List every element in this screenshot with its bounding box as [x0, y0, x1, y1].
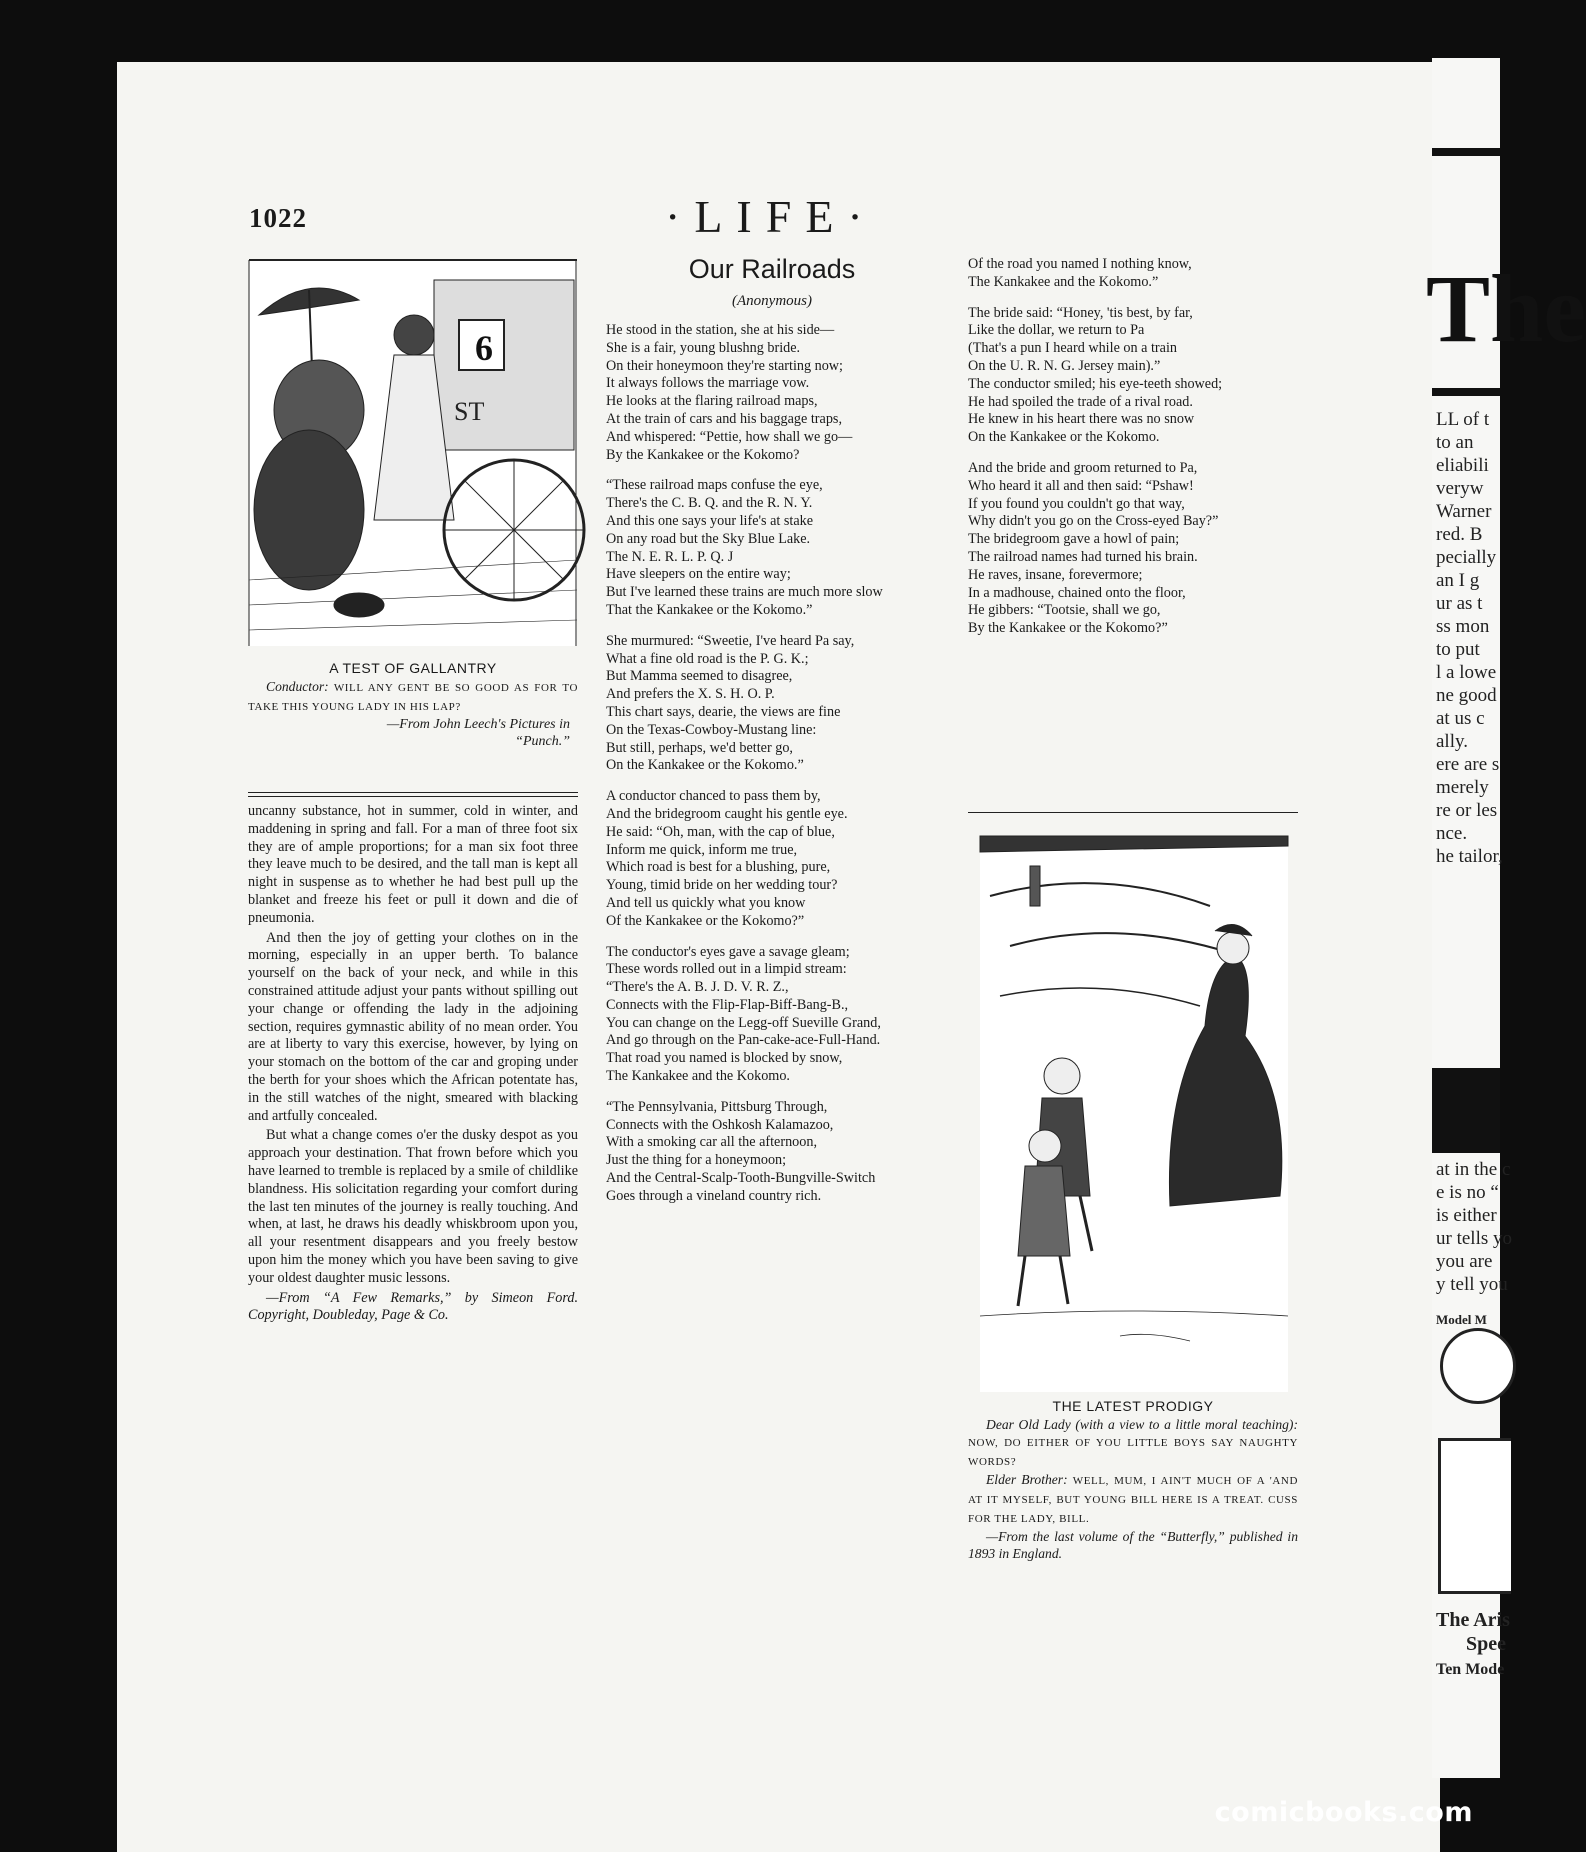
speech-1: NOW, DO EITHER OF YOU LITTLE BOYS SAY NAUGHTY WORDS?: [968, 1436, 1298, 1468]
poem-line: But I've learned these trains are much more slow: [606, 584, 883, 601]
watermark: comicbooks.com: [1214, 1797, 1473, 1828]
essay-paragraph: And then the joy of getting your clothes on in the morning, especially in an upper berth. To balance yourself on the back of your neck, and while in this constrained attitude adjust your pants without spilling out your change or offending the lady in the adjoining section, requires gymnastic ability of no mean order. You are at liberty to vary this exercise, however, by lying on your stomach on the bottom of the car and groping under the berth for your shoes which the African potentate has, in the still watches of the night, smeared with blacking and artfully concealed.: [248, 929, 578, 1124]
poem-stanza: [606, 477, 938, 619]
poem-line: Who heard it all and then said: “Pshaw!: [968, 477, 1194, 494]
poem-line: Just the thing for a honeymoon;: [606, 1152, 787, 1169]
poem-line: If you found you couldn't go that way,: [968, 495, 1185, 512]
ad-text-line: is either: [1436, 1205, 1497, 1226]
essay-paragraph: But what a change comes o'er the dusky despot as you approach your destination. That frown before which you have learned to tremble is replaced by a smile of childlike blandness. His solicitation regarding your comfort during the last ten minutes of the journey is really touching. And when, at last, he draws his deadly whiskbroom upon you, all your resentment disappears and you freely bestow upon him the money which you have been saving to give your oldest daughter music lessons.: [248, 1127, 578, 1286]
column-rule: [968, 812, 1298, 813]
poem-line: And the bridegroom caught his gentle eye.: [606, 805, 848, 822]
gallantry-illustration: [249, 260, 577, 646]
poem-line: “These railroad maps confuse the eye,: [606, 477, 823, 494]
masthead: ·LIFE·: [665, 191, 877, 242]
poem-stanza: [606, 944, 938, 1086]
speedometer-dial-icon: [1440, 1328, 1516, 1404]
ad-text-line: Warner: [1436, 501, 1492, 522]
ad-model-label: Model M: [1436, 1312, 1487, 1327]
ad-text-line: pecially: [1436, 547, 1497, 568]
poem-line: And go through on the Pan-cake-ace-Full-Hand.: [606, 1032, 881, 1049]
poem-line: This chart says, dearie, the views are fine: [606, 703, 841, 720]
poem-line: You can change on the Legg-off Sueville Grand,: [606, 1014, 881, 1031]
gallantry-attribution-1: —From John Leech's Pictures in: [386, 716, 570, 732]
poem-stanza: [606, 788, 938, 930]
poem-line: On any road but the Sky Blue Lake.: [606, 530, 811, 547]
poem-line: The N. E. R. L. P. Q. J: [606, 548, 734, 565]
poem-line: He said: “Oh, man, with the cap of blue,: [606, 823, 835, 840]
poem-line: On the Kankakee or the Kokomo.: [968, 429, 1160, 446]
poem-stanza: [968, 305, 1298, 447]
ad-text-line: l a lowe: [1436, 662, 1497, 683]
column-rule: [248, 792, 578, 797]
poem-line: But still, perhaps, we'd better go,: [606, 739, 793, 756]
car-number: 6: [475, 328, 493, 368]
poem-stanza: [606, 1099, 938, 1206]
poem-line: The Kankakee and the Kokomo.: [606, 1068, 790, 1085]
poem-line: On the U. R. N. G. Jersey main).”: [968, 357, 1161, 374]
poem-line: Of the Kankakee or the Kokomo?”: [606, 912, 805, 929]
poem-byline: (Anonymous): [732, 293, 812, 309]
ad-text-line: at in the c: [1436, 1159, 1511, 1180]
ad-text-line: he tailor,: [1436, 846, 1503, 867]
gallantry-caption: [248, 660, 578, 750]
ad-text-line: ne good: [1436, 685, 1497, 706]
poem-line: He gibbers: “Tootsie, shall we go,: [968, 602, 1161, 619]
poem-line: There's the C. B. Q. and the R. N. Y.: [606, 495, 813, 512]
ad-border-top: [1432, 148, 1500, 156]
ad-text-line: re or les: [1436, 800, 1498, 821]
essay-paragraph: uncanny substance, hot in summer, cold in winter, and maddening in spring and fall. For a man of three foot six they are of ample proportions; for a man six foot three they leave much to be desired, and the tall man is kept all night in suspense as to whether he had best pull up the blanket and freeze his feet or pull it down and die of pneumonia.: [248, 803, 578, 926]
poem-line: And the Central-Scalp-Tooth-Bungville-Switch: [606, 1170, 876, 1187]
poem-line: Young, timid bride on her wedding tour?: [606, 877, 838, 894]
poem-stanza: [606, 633, 938, 775]
ad-text-line: ur tells yo: [1436, 1228, 1512, 1249]
poem-line: Goes through a vineland country rich.: [606, 1187, 822, 1204]
gallantry-attribution-2: “Punch.”: [515, 733, 570, 749]
speech-2: WELL, MUM, I AIN'T MUCH OF A 'AND AT IT MYSELF, BUT YOUNG BILL HERE IS A TREAT. CUSS FOR THE LADY, BILL.: [968, 1474, 1298, 1525]
poem-line: And tell us quickly what you know: [606, 894, 806, 911]
essay-text: [248, 803, 578, 1327]
caption-speech: WILL ANY GENT BE SO GOOD AS FOR TO TAKE THIS YOUNG LADY IN HIS LAP?: [248, 681, 578, 713]
ad-text-line: ere are s: [1436, 754, 1500, 775]
poem-line: The bride said: “Honey, 'tis best, by far,: [968, 304, 1193, 321]
prodigy-caption-body-1: [968, 1416, 1298, 1471]
poem-line: He raves, insane, forevermore;: [968, 566, 1143, 583]
speedometer-body-icon: [1438, 1438, 1511, 1594]
ad-text-line: you are: [1436, 1251, 1493, 1272]
poem-stanza: [968, 256, 1298, 292]
ad-bottom-line-2: Spee: [1466, 1633, 1506, 1655]
prodigy-caption-body-2: [968, 1471, 1298, 1528]
poem-line: Which road is best for a blushing, pure,: [606, 859, 831, 876]
gallantry-caption-title: A TEST OF GALLANTRY: [329, 660, 497, 676]
poem-stanza: [968, 460, 1298, 638]
ad-text-line: veryw: [1436, 478, 1484, 499]
poem-line: On their honeymoon they're starting now;: [606, 357, 843, 374]
ad-text-line: red. B: [1436, 524, 1483, 545]
poem-line: Have sleepers on the entire way;: [606, 566, 791, 583]
ad-headline-fragment: The: [1426, 255, 1586, 362]
essay-source: —From “A Few Remarks,” by Simeon Ford. Copyright, Doubleday, Page & Co.: [248, 1289, 578, 1324]
car-lettering: ST: [454, 397, 485, 426]
poem-line: What a fine old road is the P. G. K.;: [606, 650, 809, 667]
poem-line: The conductor smiled; his eye-teeth showed;: [968, 375, 1223, 392]
poem-line: He stood in the station, she at his side—: [606, 322, 835, 338]
ad-text-line: to put: [1436, 639, 1480, 660]
ad-text-line: ur as t: [1436, 593, 1483, 614]
poem-line: By the Kankakee or the Kokomo?”: [968, 620, 1168, 637]
ad-text-line: to an: [1436, 432, 1474, 453]
poem-line: By the Kankakee or the Kokomo?: [606, 446, 800, 463]
ad-text-line: eliabili: [1436, 455, 1489, 476]
poem-line: And prefers the X. S. H. O. P.: [606, 686, 775, 703]
poem-line: And whispered: “Pettie, how shall we go—: [606, 428, 853, 445]
ad-text-line: merely: [1436, 777, 1489, 798]
poem-line: With a smoking car all the afternoon,: [606, 1134, 817, 1151]
poem-line: The bridegroom gave a howl of pain;: [968, 531, 1180, 548]
poem-line: But Mamma seemed to disagree,: [606, 668, 793, 685]
poem-column-2: [606, 322, 938, 1219]
caption-speaker: Conductor:: [266, 678, 329, 694]
ad-text-line: an I g: [1436, 570, 1480, 591]
adjacent-page-fragment: [1426, 58, 1586, 1778]
poem-line: Like the dollar, we return to Pa: [968, 322, 1145, 339]
poem-line: Why didn't you go on the Cross-eyed Bay?”: [968, 513, 1219, 530]
poem-column-3: [968, 256, 1298, 651]
poem-line: She is a fair, young blushng bride.: [606, 339, 801, 356]
ad-text-line: e is no “: [1436, 1182, 1499, 1203]
poem-line: He looks at the flaring railroad maps,: [606, 393, 818, 410]
poem-line: On the Kankakee or the Kokomo.”: [606, 757, 804, 774]
poem-title: Our Railroads: [688, 254, 856, 284]
prodigy-illustration: [980, 836, 1288, 1392]
ad-text-line: ss mon: [1436, 616, 1490, 637]
prodigy-attribution: —From the last volume of the “Butterfly,” published in 1893 in England.: [968, 1528, 1298, 1561]
poem-line: It always follows the marriage vow.: [606, 375, 810, 392]
poem-line: A conductor chanced to pass them by,: [606, 788, 821, 805]
ad-text-line: ally.: [1436, 731, 1469, 752]
poem-line: And the bride and groom returned to Pa,: [968, 459, 1198, 476]
poem-stanza: [606, 322, 938, 464]
page-number: 1022: [249, 203, 307, 233]
poem-line: These words rolled out in a limpid stream:: [606, 961, 847, 978]
poem-line: The railroad names had turned his brain.: [968, 548, 1198, 565]
poem-line: Of the road you named I nothing know,: [968, 256, 1192, 272]
ad-bottom-line-1: The Aris: [1436, 1609, 1510, 1631]
poem-line: He knew in his heart there was no snow: [968, 411, 1195, 428]
speaker-2: Elder Brother:: [986, 1471, 1068, 1487]
gallantry-caption-body: [248, 678, 578, 716]
speaker-1: Dear Old Lady: [986, 1416, 1071, 1432]
poem-line: At the train of cars and his baggage traps,: [606, 410, 842, 427]
poem-line: That the Kankakee or the Kokomo.”: [606, 601, 813, 618]
poem-line: “The Pennsylvania, Pittsburg Through,: [606, 1098, 828, 1115]
poem-line: “There's the A. B. J. D. V. R. Z.,: [606, 979, 789, 996]
prodigy-caption: [968, 1398, 1298, 1562]
stage-direction: (with a view to a little moral teaching):: [1075, 1416, 1298, 1432]
poem-line: In a madhouse, chained onto the floor,: [968, 584, 1186, 601]
prodigy-caption-title: THE LATEST PRODIGY: [1052, 1398, 1214, 1414]
poem-line: On the Texas-Cowboy-Mustang line:: [606, 721, 817, 738]
poem-line: Connects with the Oshkosh Kalamazoo,: [606, 1116, 834, 1133]
poem-line: The conductor's eyes gave a savage gleam;: [606, 943, 850, 960]
ad-bottom-line-3: Ten Mode: [1436, 1661, 1505, 1678]
poem-line: Connects with the Flip-Flap-Biff-Bang-B.,: [606, 996, 849, 1013]
poem-line: Inform me quick, inform me true,: [606, 841, 798, 858]
poem-line: (That's a pun I heard while on a train: [968, 340, 1177, 357]
poem-line: He had spoiled the trade of a rival road.: [968, 393, 1193, 410]
ad-text-line: nce.: [1436, 823, 1468, 844]
ad-border-mid: [1432, 388, 1500, 396]
poem-line: The Kankakee and the Kokomo.”: [968, 273, 1159, 290]
ad-text-line: at us c: [1436, 708, 1485, 729]
poem-line: And this one says your life's at stake: [606, 512, 814, 529]
ad-text-line: y tell you: [1436, 1274, 1508, 1295]
ad-logo-band: [1432, 1068, 1500, 1153]
poem-line: She murmured: “Sweetie, I've heard Pa say,: [606, 632, 855, 649]
ad-text-line: LL of t: [1436, 409, 1490, 430]
poem-line: That road you named is blocked by snow,: [606, 1050, 843, 1067]
